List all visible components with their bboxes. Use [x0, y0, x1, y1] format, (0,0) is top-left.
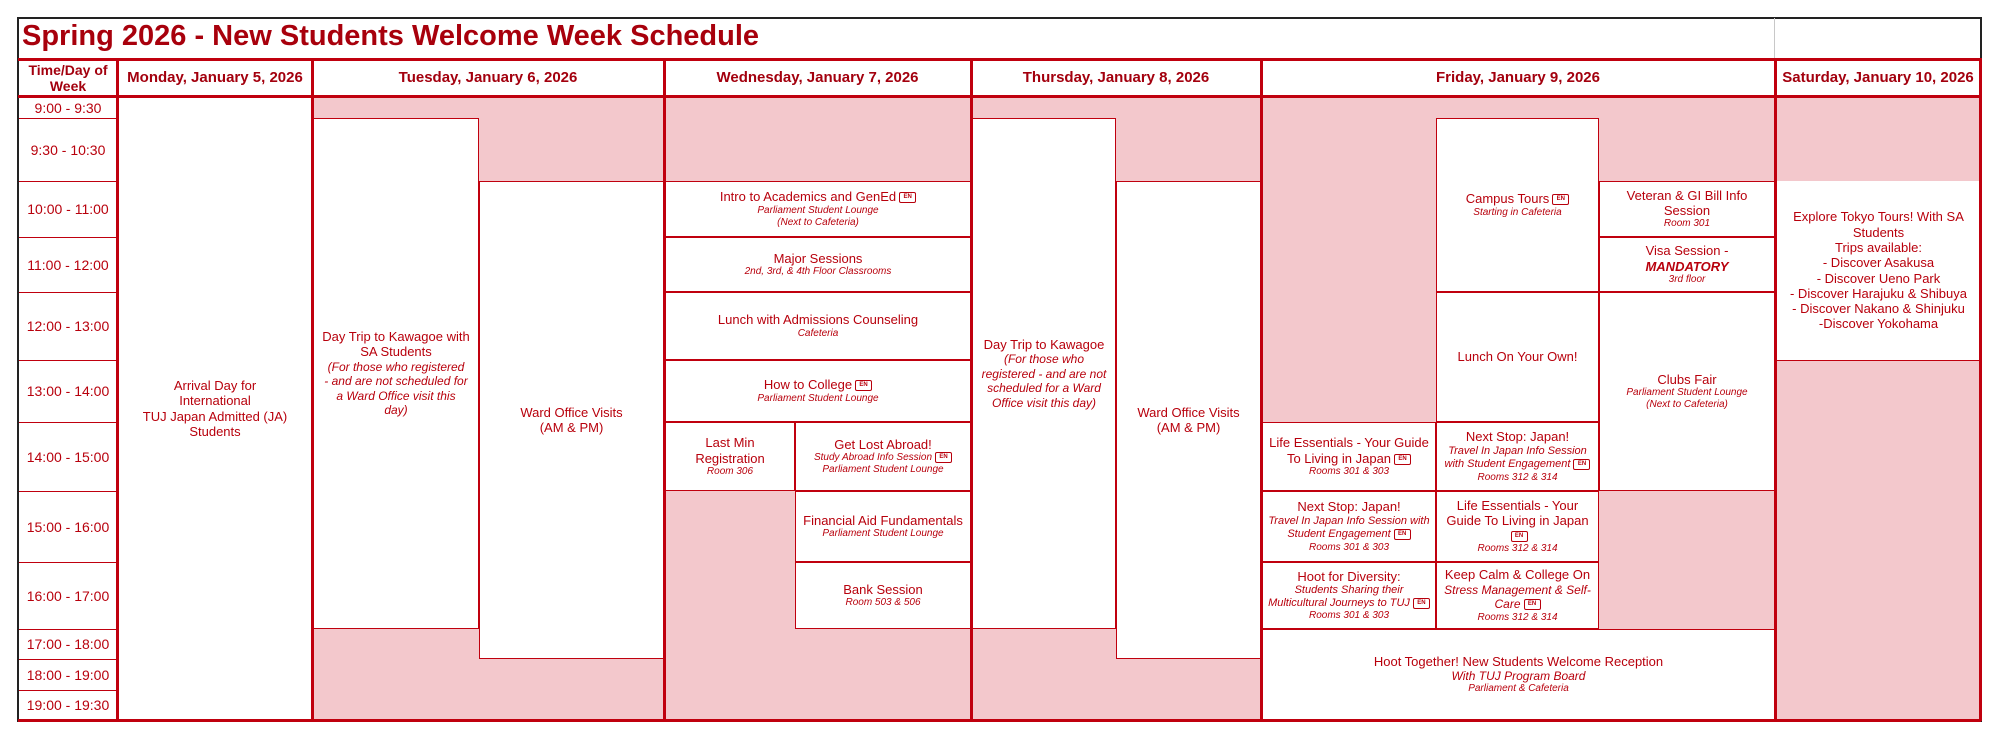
- event-title: Life Essentials - Your Guide To Living in Japan: [1446, 497, 1589, 528]
- event-sub: Room 503 & 506: [845, 597, 921, 609]
- event-sub: 2nd, 3rd, & 4th Floor Classrooms: [744, 266, 892, 278]
- column-separator: [970, 58, 973, 721]
- event-title: Get Lost Abroad!: [834, 436, 932, 452]
- event-title: Visa Session -: [1645, 243, 1729, 259]
- event-note: (For those who registered - and are not scheduled for a Ward Office visit this day): [981, 351, 1107, 410]
- header-monday: Monday, January 5, 2026: [127, 69, 303, 87]
- event-title: Hoot for Diversity:: [1297, 568, 1401, 584]
- event-title: Lunch with Admissions Counseling: [717, 312, 919, 328]
- event-sub: Rooms 312 & 314: [1477, 471, 1558, 483]
- time-slot: 19:00 - 19:30: [26, 697, 110, 713]
- event-sub: Parliament Student Lounge: [757, 392, 879, 404]
- time-slot: 13:00 - 14:00: [26, 383, 110, 399]
- time-slot: 9:00 - 9:30: [34, 99, 102, 116]
- en-icon: EN: [1394, 454, 1411, 465]
- event-title: Hoot Together! New Students Welcome Reception: [1373, 653, 1664, 669]
- time-slot: 15:00 - 16:00: [26, 518, 110, 535]
- en-icon: EN: [899, 192, 916, 203]
- event-sub: Travel In Japan Info Session with Student Engagement: [1268, 514, 1430, 541]
- event-note: (For those who registered - and are not scheduled for a Ward Office visit this day): [324, 359, 468, 418]
- page-title: Spring 2026 - New Students Welcome Week Schedule: [22, 20, 760, 52]
- column-separator: [116, 58, 119, 721]
- event-sub: Stress Management & Self-Care: [1444, 582, 1591, 612]
- event-title: Financial Aid Fundamentals: [803, 512, 963, 528]
- event-sub: Students Sharing their Multicultural Journeys to TUJ: [1268, 583, 1410, 610]
- en-icon: EN: [1552, 194, 1569, 205]
- event-title: How to College: [763, 377, 853, 393]
- time-slot: 14:00 - 15:00: [26, 448, 110, 465]
- bottom-line: [18, 719, 1981, 722]
- event-arrival-line3: TUJ Japan Admitted (JA) Students: [142, 408, 288, 439]
- tours-line: - Discover Asakusa: [1822, 255, 1935, 271]
- event-sub: Rooms 301 & 303: [1308, 541, 1390, 553]
- en-icon: EN: [1524, 599, 1541, 610]
- event-sub: Parliament Student Lounge: [757, 204, 879, 216]
- event-sub: Parliament Student Lounge: [1626, 387, 1748, 399]
- mandatory-label: MANDATORY: [1645, 258, 1729, 274]
- event-title: Campus Tours: [1465, 191, 1550, 207]
- event-title: Next Stop: Japan!: [1465, 429, 1570, 445]
- event-sub: Rooms 301 & 303: [1308, 610, 1390, 622]
- tours-line: -Discover Yokohama: [1818, 316, 1939, 332]
- event-sub: (AM & PM): [1156, 420, 1221, 435]
- en-icon: EN: [1573, 459, 1590, 470]
- event-arrival-line2: International: [179, 393, 251, 409]
- event-title: Intro to Academics and GenEd: [719, 189, 897, 205]
- event-sub: Parliament & Cafeteria: [1468, 683, 1569, 695]
- event-title: Last Min Registration: [695, 435, 765, 466]
- event-title: Day Trip to Kawagoe: [983, 336, 1105, 352]
- event-title: Ward Office Visits: [1137, 404, 1240, 420]
- header-thursday: Thursday, January 8, 2026: [1022, 69, 1210, 87]
- event-arrival-line1: Arrival Day for: [173, 377, 257, 393]
- event-title: Next Stop: Japan!: [1297, 499, 1401, 515]
- tours-line: - Discover Ueno Park: [1816, 270, 1941, 286]
- time-slot: 18:00 - 19:00: [26, 666, 110, 683]
- event-sub: Rooms 312 & 314: [1477, 611, 1558, 623]
- title-right-divider: [1774, 18, 1775, 59]
- event-sub: Room 301: [1663, 218, 1711, 230]
- event-title: Bank Session: [843, 581, 923, 597]
- event-title: Lunch On Your Own!: [1457, 349, 1578, 365]
- column-separator: [1979, 58, 1982, 721]
- time-slot: 17:00 - 18:00: [26, 636, 110, 652]
- event-sub: Cafeteria: [797, 327, 839, 339]
- time-slot: 9:30 - 10:30: [30, 141, 106, 158]
- event-title: Veteran & GI Bill Info Session: [1626, 187, 1748, 218]
- tours-line: - Discover Nakano & Shinjuku: [1792, 301, 1965, 317]
- event-sub: 3rd floor: [1668, 273, 1706, 285]
- tours-line: - Discover Harajuku & Shibuya: [1789, 285, 1968, 301]
- en-icon: EN: [855, 380, 872, 391]
- event-sub: (Next to Cafeteria): [777, 216, 859, 228]
- header-tuesday: Tuesday, January 6, 2026: [398, 69, 578, 87]
- header-saturday: Saturday, January 10, 2026: [1782, 69, 1974, 87]
- tours-line: Explore Tokyo Tours! With SA Students: [1793, 209, 1964, 240]
- event-sub: Rooms 312 & 314: [1477, 543, 1558, 555]
- time-slot: 16:00 - 17:00: [26, 587, 110, 604]
- header-friday: Friday, January 9, 2026: [1436, 69, 1600, 87]
- en-icon: EN: [1511, 531, 1528, 542]
- column-separator: [311, 58, 314, 721]
- event-title: Ward Office Visits: [520, 404, 623, 420]
- time-slot: 11:00 - 12:00: [27, 256, 109, 273]
- event-sub: (AM & PM): [539, 420, 604, 435]
- event-sub: Parliament Student Lounge: [822, 464, 944, 476]
- time-slot: 12:00 - 13:00: [26, 318, 110, 334]
- column-separator: [1260, 58, 1263, 721]
- event-sub: Room 306: [706, 465, 754, 477]
- event-title: Keep Calm & College On: [1444, 567, 1591, 583]
- event-sub: Parliament Student Lounge: [822, 528, 944, 540]
- tours-line: Trips available:: [1835, 239, 1922, 255]
- en-icon: EN: [935, 452, 952, 463]
- event-title: Major Sessions: [773, 250, 863, 266]
- event-title: Life Essentials - Your Guide To Living in Japan: [1269, 435, 1429, 466]
- event-sub: Travel In Japan Info Session with Student Engagement: [1444, 444, 1587, 471]
- event-sub: With TUJ Program Board: [1451, 668, 1586, 683]
- header-wednesday: Wednesday, January 7, 2026: [716, 69, 919, 87]
- en-icon: EN: [1413, 598, 1430, 609]
- event-title: Clubs Fair: [1657, 371, 1717, 387]
- time-slot: 10:00 - 11:00: [27, 201, 109, 217]
- event-sub: Starting in Cafeteria: [1473, 206, 1562, 218]
- column-separator: [663, 58, 666, 721]
- event-sub: (Next to Cafeteria): [1646, 399, 1728, 411]
- event-title: Day Trip to Kawagoe with SA Students: [322, 328, 470, 360]
- en-icon: EN: [1394, 529, 1411, 540]
- header-time: Time/Day of Week: [28, 62, 108, 94]
- event-sub: Rooms 301 & 303: [1308, 465, 1390, 477]
- column-separator: [1774, 58, 1777, 721]
- event-sub: Study Abroad Info Session: [813, 452, 933, 464]
